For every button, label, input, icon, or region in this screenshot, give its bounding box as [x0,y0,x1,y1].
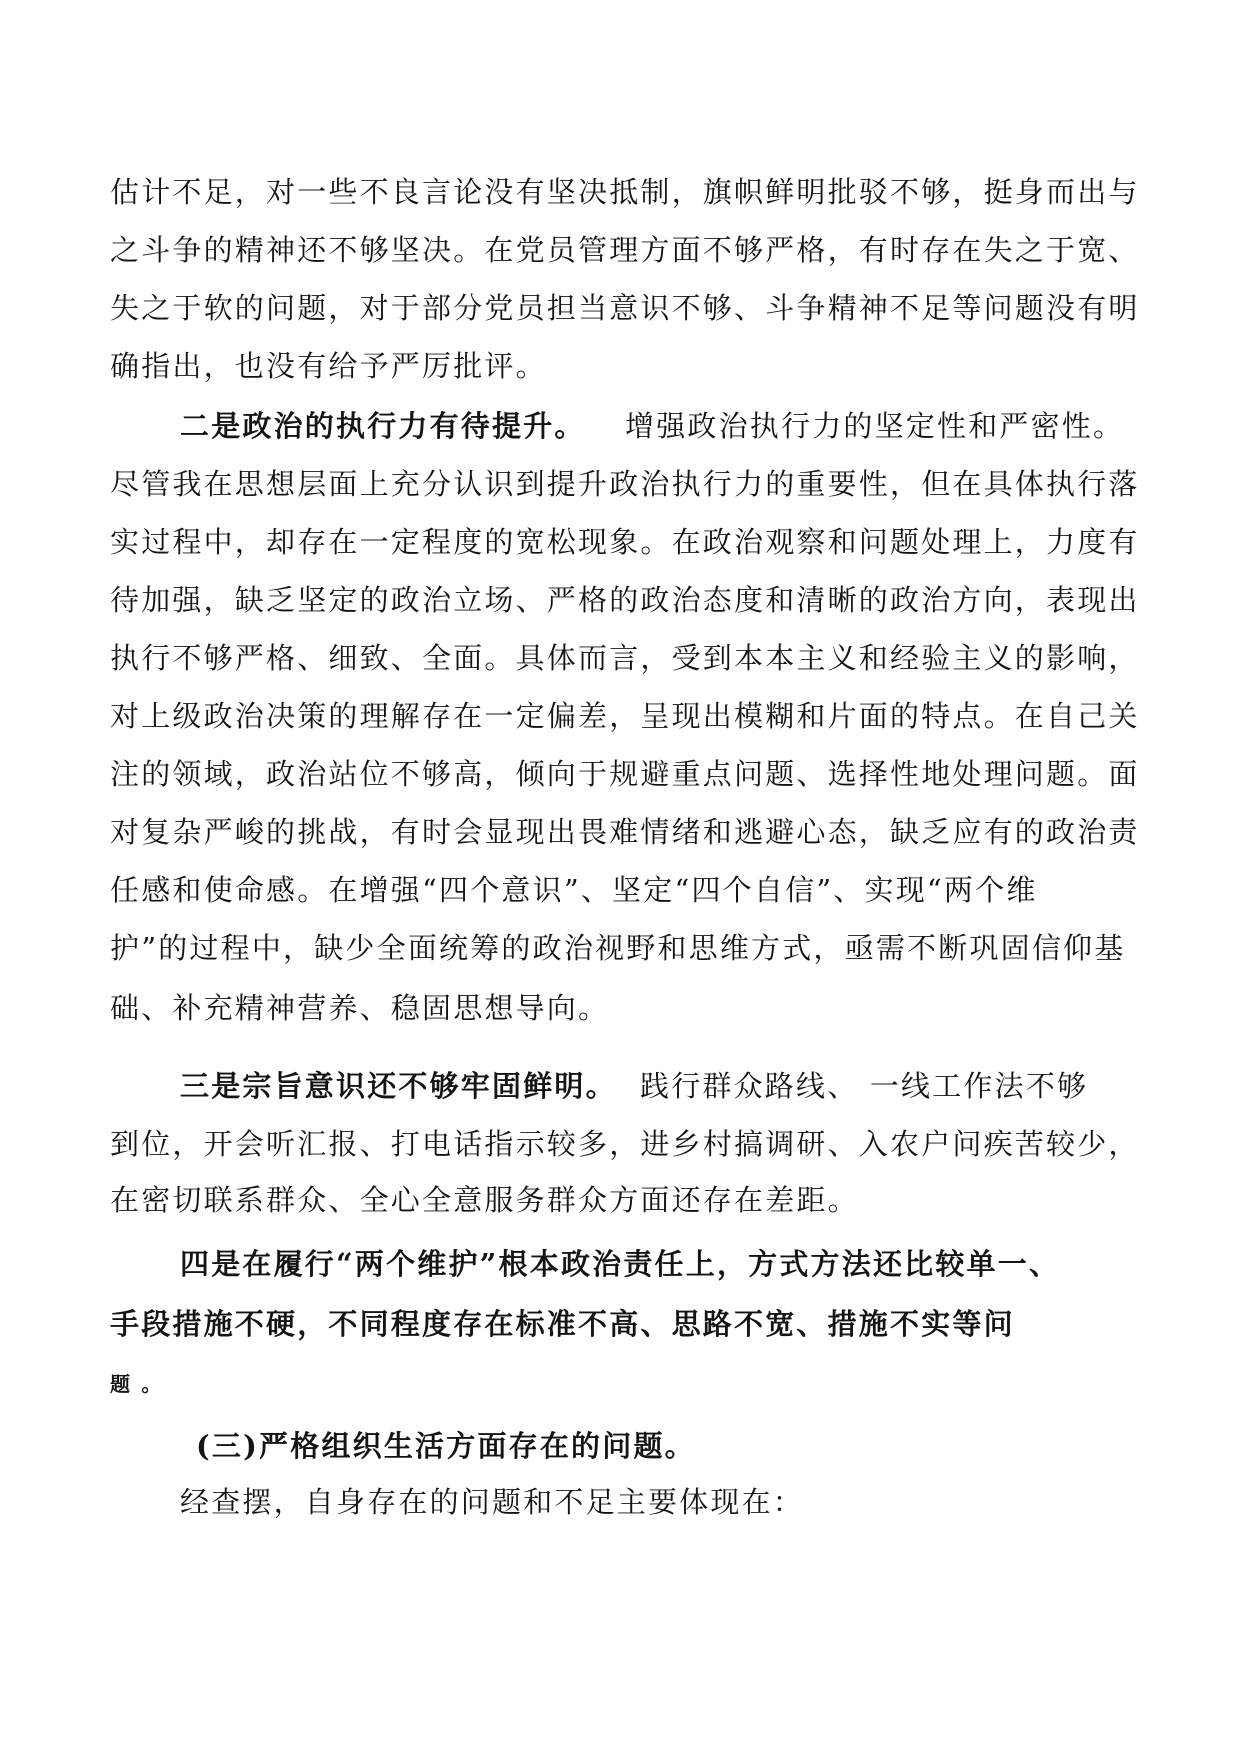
paragraph-line: 础、补充精神营养、稳固思想导向。 [110,991,610,1025]
paragraph-line: 估计不足，对一些不良言论没有坚决抵制，旗帜鲜明批驳不够，挺身而出与 [110,175,1140,209]
paragraph-line: 护”的过程中，缺少全面统筹的政治视野和思维方式，亟需不断巩固信仰基 [110,931,1126,965]
paragraph-line: 待加强，缺乏坚定的政治立场、严格的政治态度和清晰的政治方向，表现出 [110,583,1140,617]
paragraph-line: 尽管我在思想层面上充分认识到提升政治执行力的重要性，但在具体执行落 [110,467,1140,501]
paragraph-line: 实过程中，却存在一定程度的宽松现象。在政治观察和问题处理上，力度有 [110,525,1140,559]
paragraph-line: 确指出，也没有给予严厉批评。 [110,349,547,383]
paragraph-line: 手段措施不硬，不同程度存在标准不高、思路不宽、措施不实等问 [110,1307,1015,1341]
paragraph-line: 执行不够严格、细致、全面。具体而言，受到本本主义和经验主义的影响， [110,641,1140,675]
paragraph-line: 之斗争的精神还不够坚决。在党员管理方面不够严格，有时存在失之于宽、 [110,233,1140,267]
section-lead: 践行群众路线、 一线工作法不够 [640,1069,1089,1103]
section-lead: 增强政治执行力的坚定性和严密性。 [625,409,1125,443]
paragraph-line: 任感和使命感。在增强“四个意识”、坚定“四个自信”、实现“两个维 [110,873,1038,907]
paragraph-line: 对复杂严峻的挑战，有时会显现出畏难情绪和逃避心态，缺乏应有的政治责 [110,815,1140,849]
paragraph-line: 到位，开会听汇报、打电话指示较多，进乡村搞调研、入农户问疾苦较少， [110,1127,1140,1161]
subsection-heading: (三)严格组织生活方面存在的问题。 [196,1429,696,1463]
section-heading: 三是宗旨意识还不够牢固鲜明。 [180,1069,617,1103]
section-heading: 四是在履行“两个维护”根本政治责任上，方式方法还比较单一、 [180,1247,1061,1281]
paragraph-line: 题 。 [110,1372,164,1396]
paragraph-line: 经查摆，自身存在的问题和不足主要体现在： [180,1485,805,1519]
paragraph-line: 对上级政治决策的理解存在一定偏差，呈现出模糊和片面的特点。在自己关 [110,699,1140,733]
paragraph-line: 注的领域，政治站位不够高，倾向于规避重点问题、选择性地处理问题。面 [110,757,1140,791]
paragraph-line: 失之于软的问题，对于部分党员担当意识不够、斗争精神不足等问题没有明 [110,291,1140,325]
section-heading: 二是政治的执行力有待提升。 [180,409,586,443]
paragraph-line: 在密切联系群众、全心全意服务群众方面还存在差距。 [110,1183,859,1217]
